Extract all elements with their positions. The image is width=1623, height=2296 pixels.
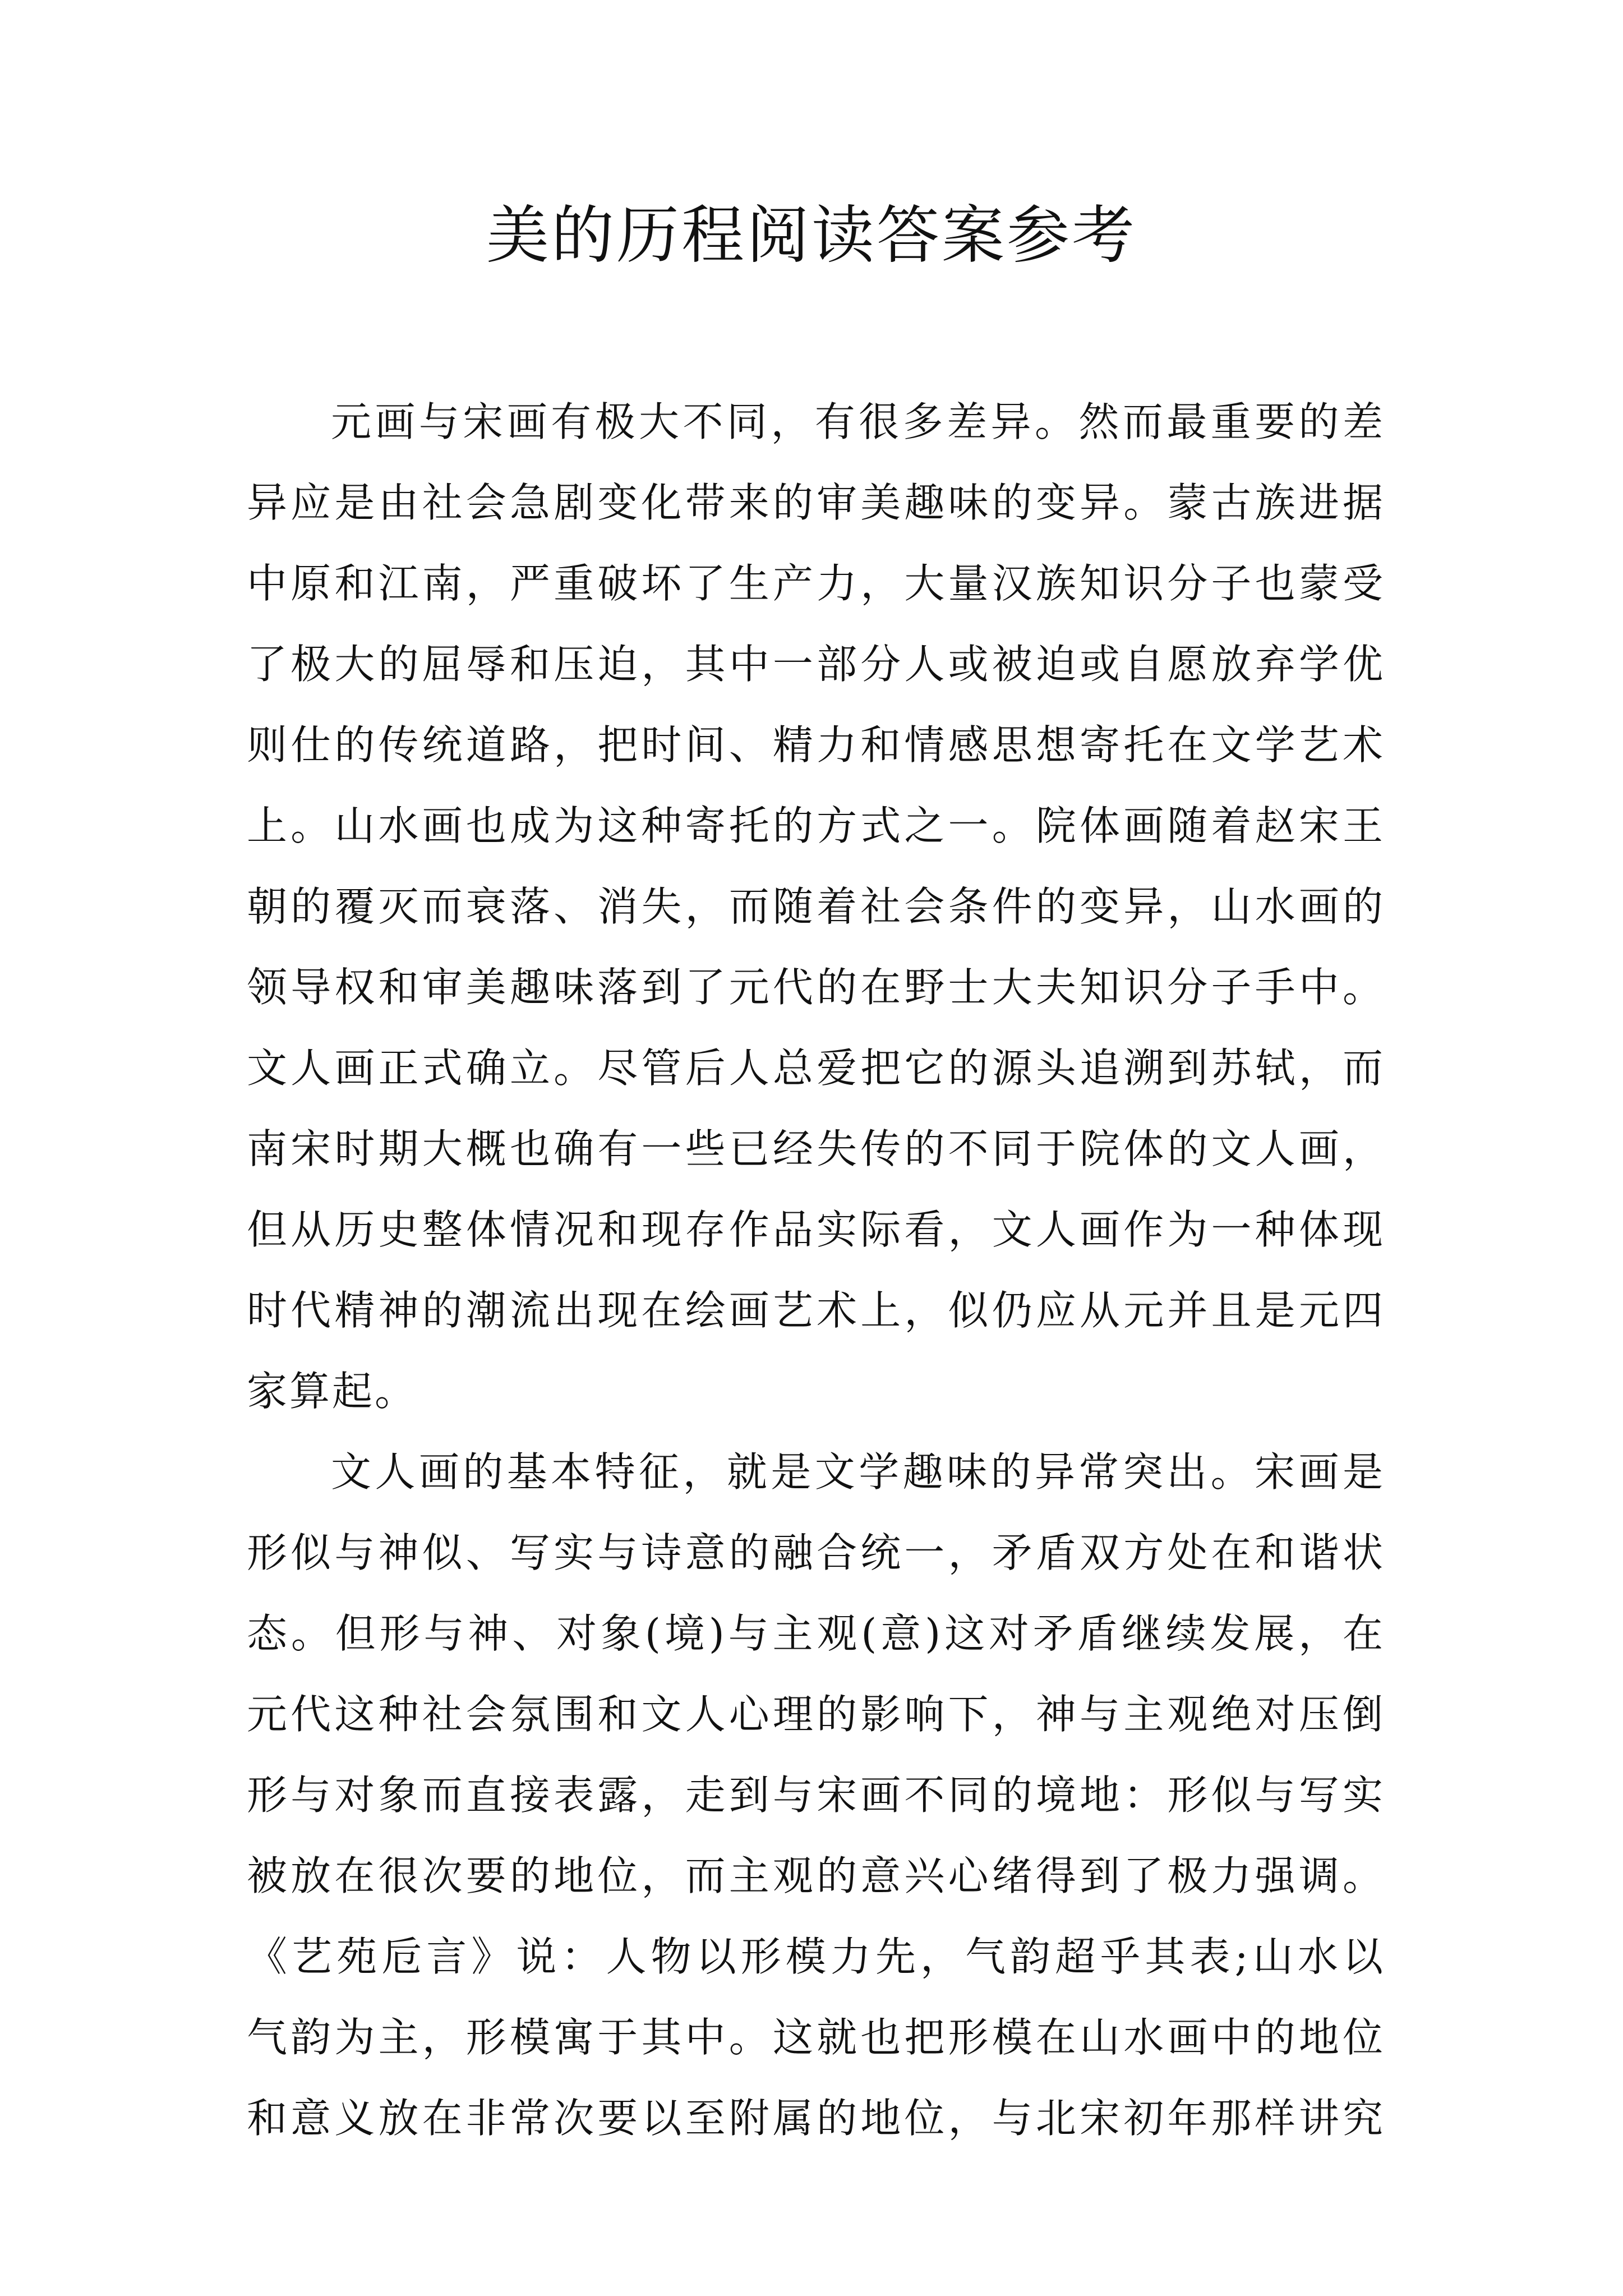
paragraph <box>247 381 1385 1432</box>
paragraph-line: 元代这种社会氛围和文人心理的影响下，神与主观绝对压倒 <box>247 1691 1385 1738</box>
paragraph-line: 形似与神似、写实与诗意的融合统一，矛盾双方处在和谐状 <box>247 1529 1385 1576</box>
paragraph-line: 南宋时期大概也确有一些已经失传的不同于院体的文人画， <box>247 1125 1385 1172</box>
article-body <box>247 381 1385 2159</box>
paragraph-line: 文人画的基本特征，就是文学趣味的异常突出。宋画是 <box>331 1448 1385 1496</box>
paragraph-line: 文人画正式确立。尽管后人总爱把它的源头追溯到苏轼，而 <box>247 1045 1385 1092</box>
paragraph-line: 被放在很次要的地位，而主观的意兴心绪得到了极力强调。 <box>247 1852 1385 1899</box>
paragraph-line: 和意义放在非常次要以至附属的地位，与北宋初年那样讲究 <box>247 2095 1385 2142</box>
page-title: 美的历程阅读答案参考 <box>486 199 1137 272</box>
paragraph-line: 但从历史整体情况和现存作品实际看，文人画作为一种体现 <box>247 1206 1385 1253</box>
paragraph-line: 则仕的传统道路，把时间、精力和情感思想寄托在文学艺术 <box>247 721 1385 769</box>
paragraph-line: 异应是由社会急剧变化带来的审美趣味的变异。蒙古族进据 <box>247 479 1385 526</box>
paragraph-line: 中原和江南，严重破坏了生产力，大量汉族知识分子也蒙受 <box>247 560 1385 607</box>
paragraph-line: 气韵为主，形模寓于其中。这就也把形模在山水画中的地位 <box>247 2014 1385 2061</box>
paragraph-line: 形与对象而直接表露，走到与宋画不同的境地：形似与写实 <box>247 1772 1385 1819</box>
paragraph-line: 元画与宋画有极大不同，有很多差异。然而最重要的差 <box>331 398 1385 445</box>
paragraph-line: 朝的覆灭而衰落、消失，而随着社会条件的变异，山水画的 <box>247 883 1385 930</box>
paragraph <box>247 1432 1385 2159</box>
paragraph-line: 家算起。 <box>247 1368 418 1415</box>
paragraph-line: 时代精神的潮流出现在绘画艺术上，似仍应从元并且是元四 <box>247 1287 1385 1334</box>
paragraph-line: 态。但形与神、对象(境)与主观(意)这对矛盾继续发展，在 <box>247 1610 1385 1657</box>
paragraph-line: 了极大的屈辱和压迫，其中一部分人或被迫或自愿放弃学优 <box>247 641 1385 688</box>
paragraph-line: 《艺苑卮言》说：人物以形模力先，气韵超乎其表;山水以 <box>247 1933 1385 1980</box>
paragraph-line: 上。山水画也成为这种寄托的方式之一。院体画随着赵宋王 <box>247 802 1385 849</box>
paragraph-line: 领导权和审美趣味落到了元代的在野士大夫知识分子手中。 <box>247 964 1385 1011</box>
